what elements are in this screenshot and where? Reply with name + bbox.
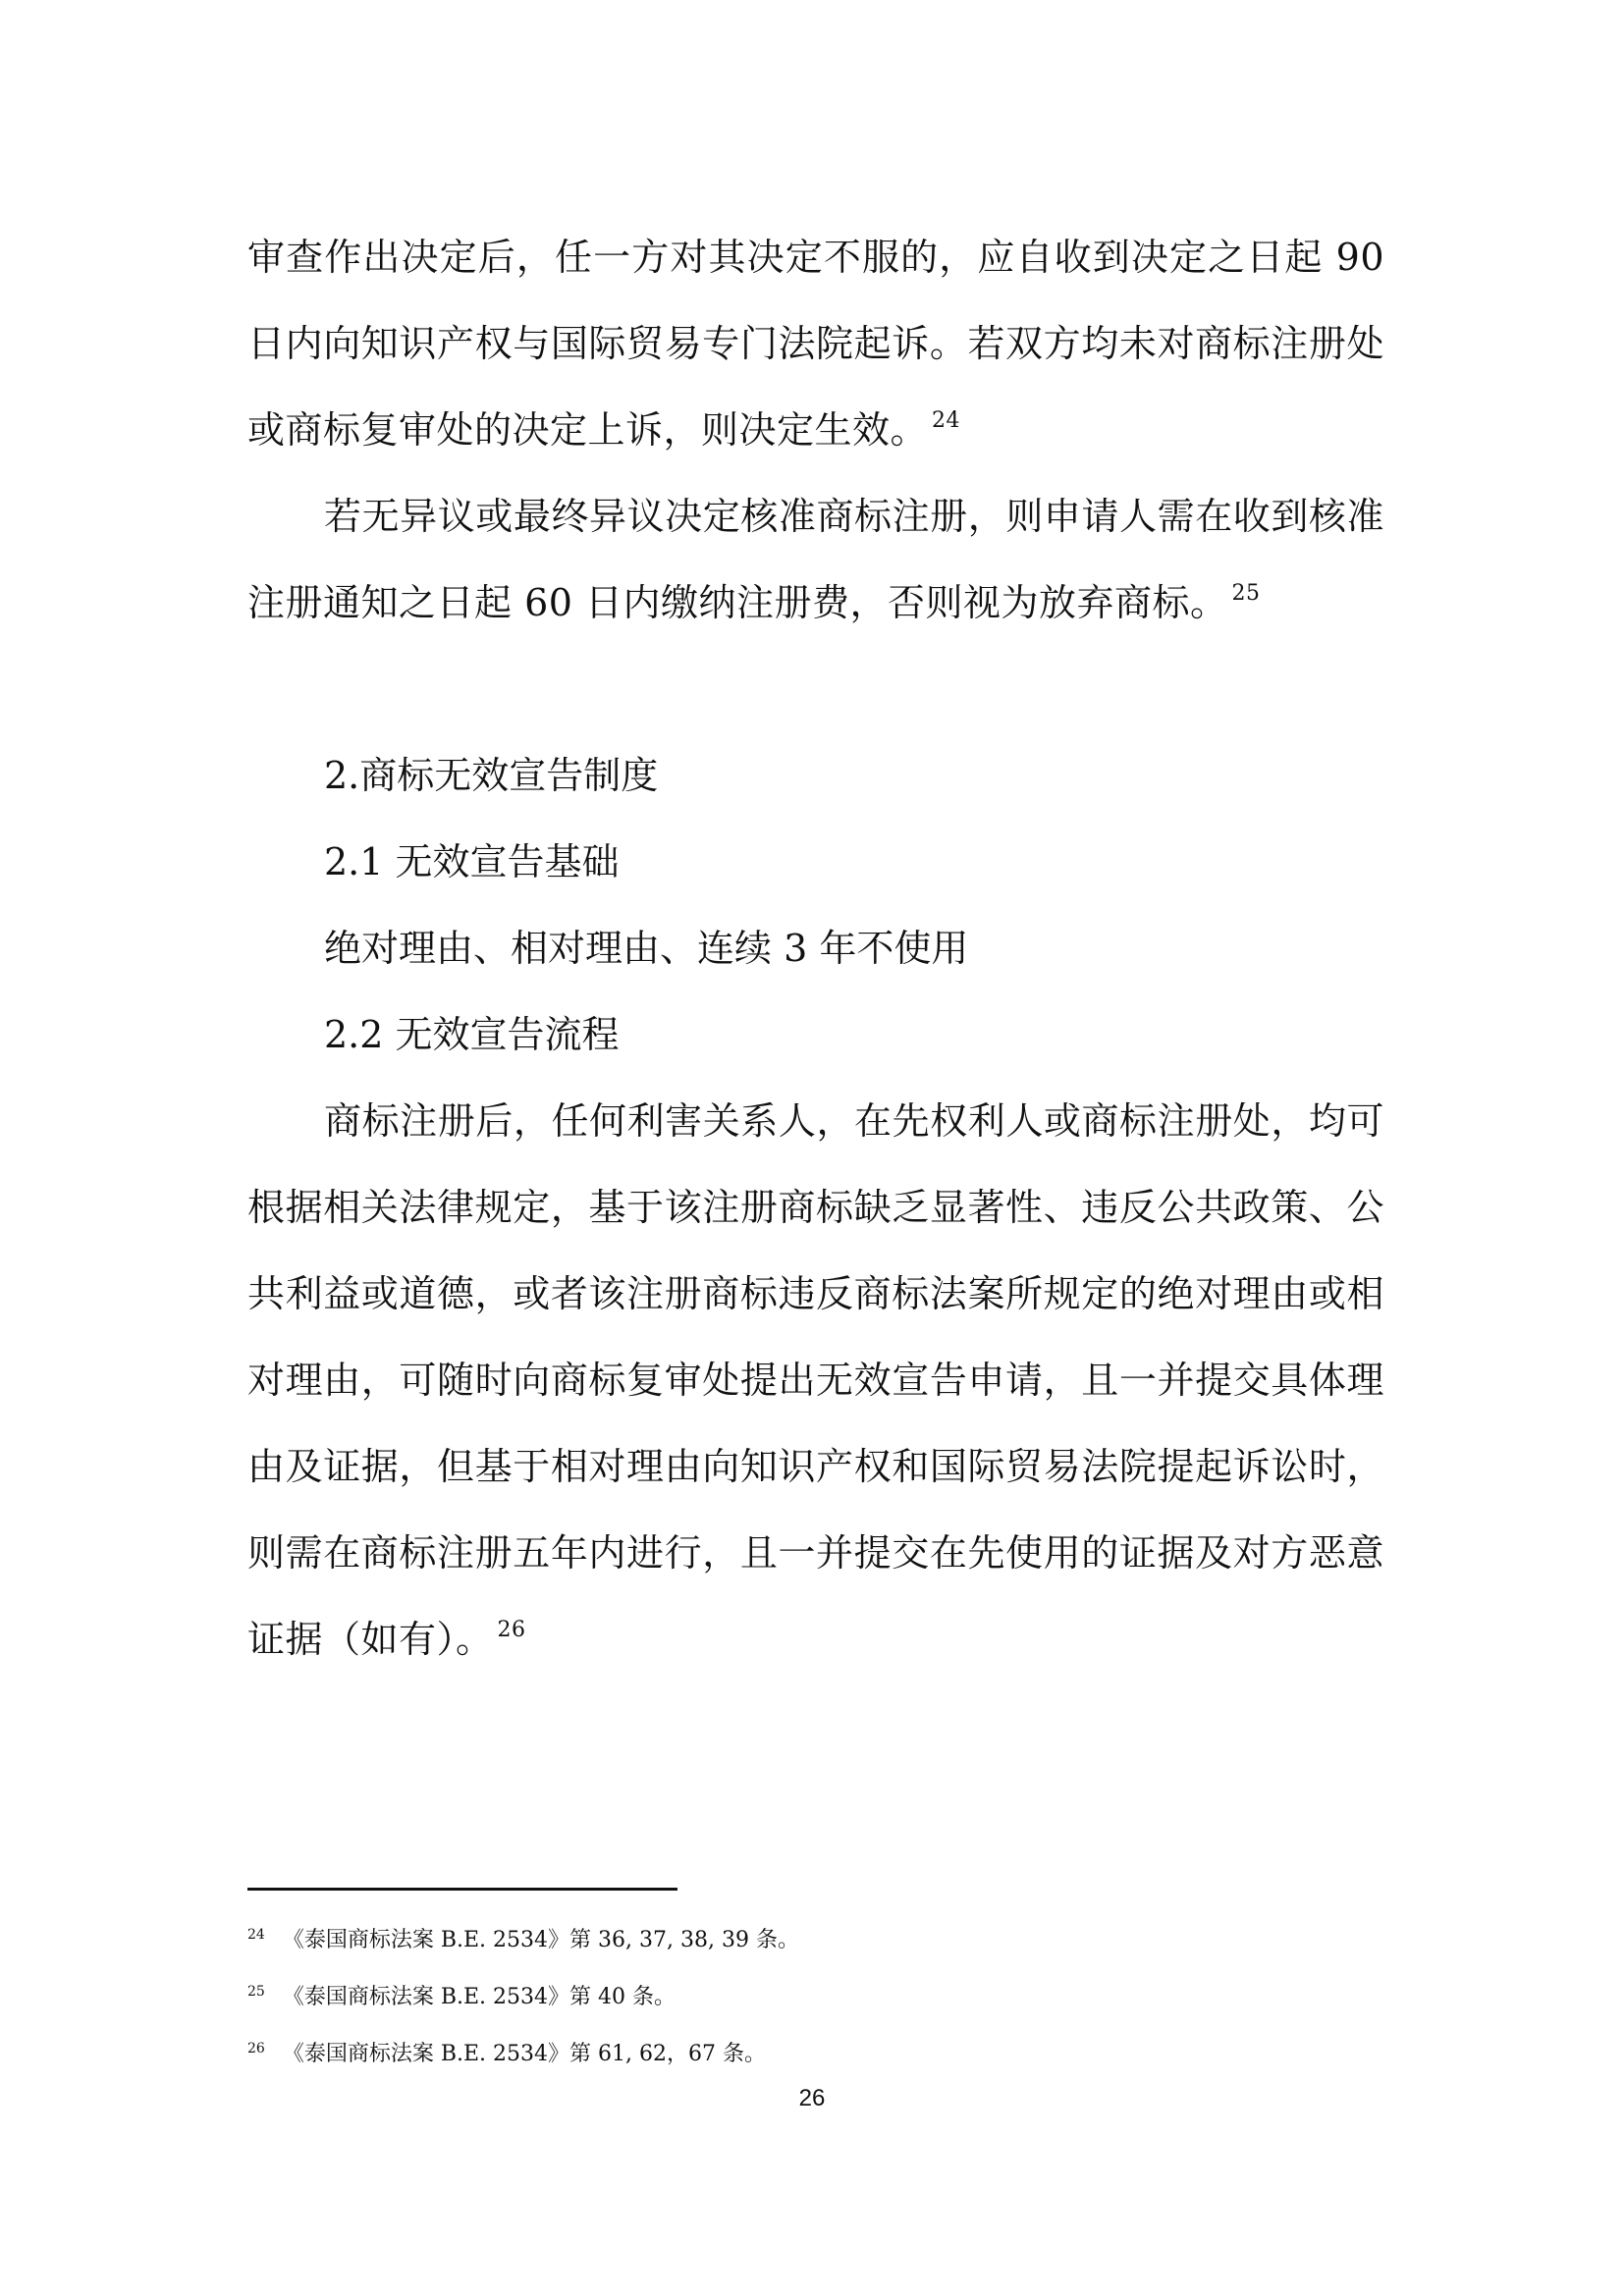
paragraph-2 (247, 473, 1384, 646)
section-gap (247, 646, 1384, 732)
paragraph-1-text: 审查作出决定后，任一方对其决定不服的，应自收到决定之日起 90 日内向知识产权与国际贸易专门法院起诉。若双方均未对商标注册处或商标复审处的决定上诉，则决定生效。 (247, 236, 1384, 452)
footnote-ref-25: 25 (1231, 581, 1261, 606)
paragraph-1 (247, 214, 1384, 473)
footnote-ref-26: 26 (497, 1618, 526, 1642)
footnote (247, 1966, 1384, 2023)
paragraph-4 (247, 1078, 1384, 1682)
footnotes (247, 1909, 1384, 2080)
page-number: 26 (798, 2085, 826, 2111)
subsection-heading-2-2: 2.2 无效宣告流程 (324, 1013, 620, 1056)
subsection-heading-2-1: 2.1 无效宣告基础 (324, 840, 620, 883)
document-body (247, 214, 1384, 1682)
footnote (247, 2023, 1384, 2080)
paragraph-2-text: 若无异议或最终异议决定核准商标注册，则申请人需在收到核准注册通知之日起 60 日内缴纳注册费，否则视为放弃商标。 (247, 495, 1384, 624)
footnote-number: 24 (247, 1927, 265, 1943)
footnote-ref-24: 24 (932, 408, 961, 433)
footnote-text: 《泰国商标法案 B.E. 2534》第 61, 62，67 条。 (282, 2042, 766, 2066)
footnote-separator (247, 1888, 677, 1891)
footnote-number: 25 (247, 1984, 265, 2000)
paragraph-4-text: 商标注册后，任何利害关系人，在先权利人或商标注册处，均可根据相关法律规定，基于该注册商标缺乏显著性、违反公共政策、公共利益或道德，或者该注册商标违反商标法案所规定的绝对理由或相对理由，可随时向商标复审处提出无效宣告申请，且一并提交具体理由及证据，但基于相对理由向知识产权和国际贸易法院提起诉讼时，则需在商标注册五年内进行，且一并提交在先使用的证据及对方恶意证据（如有）。 (247, 1099, 1384, 1661)
paragraph-3: 绝对理由、相对理由、连续 3 年不使用 (324, 927, 969, 970)
footnote-text: 《泰国商标法案 B.E. 2534》第 40 条。 (282, 1985, 676, 2009)
footnote (247, 1909, 1384, 1966)
section-heading-2: 2.商标无效宣告制度 (324, 754, 659, 797)
footnote-number: 26 (247, 2041, 265, 2056)
footnote-text: 《泰国商标法案 B.E. 2534》第 36, 37, 38, 39 条。 (282, 1928, 799, 1952)
